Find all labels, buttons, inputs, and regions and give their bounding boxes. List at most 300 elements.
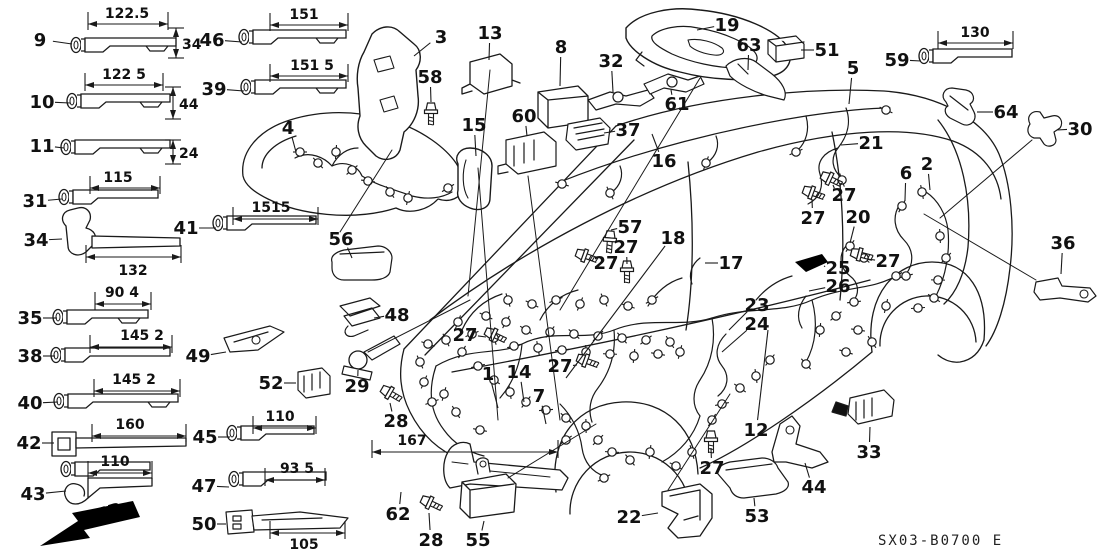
part-callout: [418, 513, 443, 551]
part-30-clip: [1028, 112, 1062, 146]
leader-line: [49, 239, 62, 240]
connector-icon: [440, 387, 448, 401]
part-callout: [452, 325, 486, 346]
part-label-29: 29: [344, 376, 370, 397]
part-29-arm: [364, 336, 400, 360]
dimension-value: 24: [179, 146, 199, 162]
part-callout: [921, 154, 934, 190]
part-callout: [884, 50, 921, 71]
dimension-value: 167: [397, 433, 427, 449]
part-label-34: 34: [23, 230, 49, 251]
part-callout: [977, 102, 1019, 123]
connector-icon: [313, 158, 323, 168]
leader-line: [55, 102, 70, 103]
connector-icon: [898, 200, 906, 212]
harness-stay-part: [59, 190, 158, 205]
harness-line: [612, 166, 622, 192]
part-callout: [173, 218, 216, 239]
part-label-56: 56: [328, 229, 354, 250]
part-label-27: 27: [452, 325, 478, 346]
part-label-50: 50: [191, 514, 217, 535]
part-label-38: 38: [17, 346, 43, 367]
dimension-value: 115: [103, 170, 133, 186]
leader-line: [400, 492, 401, 504]
connector-icon: [621, 302, 634, 310]
dimension-value: 151: [289, 7, 319, 23]
part-callout: [191, 476, 229, 497]
part-34-bar: [92, 236, 180, 248]
leader-line: [642, 513, 658, 516]
connector-icon: [880, 106, 893, 114]
bolt-27: [621, 261, 634, 283]
part-label-18: 18: [660, 228, 686, 249]
connector-icon: [708, 414, 716, 426]
part-callout: [191, 514, 226, 535]
part-callout: [598, 51, 623, 92]
connector-icon: [603, 350, 617, 358]
car-body-line: [686, 162, 692, 330]
leader-line: [754, 498, 755, 506]
leader-line: [809, 288, 825, 291]
part-52: [298, 368, 330, 398]
harness-line: [806, 300, 815, 362]
part-34-clip: [63, 208, 96, 255]
part-label-4: 4: [281, 118, 295, 139]
part-callout: [383, 403, 408, 432]
harness-line: [799, 296, 806, 328]
connector-icon: [539, 406, 553, 414]
part-callout: [533, 386, 546, 424]
part-label-13: 13: [477, 23, 503, 44]
leader-line: [53, 41, 72, 44]
connector-icon: [593, 435, 603, 445]
diagram-code: SX03-B0700 E: [878, 533, 1004, 549]
part-callout: [800, 199, 825, 229]
leader-line: [478, 336, 486, 337]
part-callout: [856, 427, 881, 463]
harness-stay-part: [53, 310, 148, 325]
leader-line: [217, 486, 229, 487]
part-label-42: 42: [16, 433, 42, 454]
connector-icon: [640, 336, 651, 344]
dimension: [938, 25, 1013, 49]
part-56-pad: [332, 246, 392, 280]
connector-icon: [801, 359, 810, 369]
part-label-32: 32: [598, 51, 624, 72]
part-callout: [547, 356, 577, 377]
connector-icon: [617, 333, 626, 344]
dimension-value: 145 2: [120, 328, 164, 344]
connector-icon: [882, 299, 890, 313]
part-label-20: 20: [845, 207, 871, 228]
part-callout: [845, 207, 870, 243]
leader-line: [526, 126, 527, 136]
leader-line: [928, 174, 930, 190]
harness-stay-part: [71, 38, 176, 53]
part-callout: [831, 185, 856, 206]
connector-icon: [790, 148, 803, 156]
part-label-63: 63: [736, 35, 762, 56]
leader-line: [1057, 129, 1067, 130]
dimension-value: 130: [960, 25, 990, 41]
part-label-61: 61: [664, 94, 690, 115]
part-callout: [555, 37, 568, 86]
part-callout: [414, 27, 447, 56]
part-15-grommet: [457, 148, 492, 210]
dimension: [270, 58, 348, 82]
car-body-line: [262, 136, 296, 168]
part-callout: [29, 136, 64, 157]
part-callout: [258, 373, 296, 394]
part-callout: [16, 433, 54, 454]
part-callout: [801, 40, 840, 61]
dimension-value: 110: [265, 409, 295, 425]
connector-icon: [928, 294, 940, 302]
dimension: [86, 245, 181, 279]
connector-icon: [847, 298, 861, 306]
dimension: [94, 372, 180, 397]
part-label-27: 27: [547, 356, 573, 377]
part-callout: [847, 58, 860, 104]
harness-stay-part: [213, 216, 316, 231]
part-60-connector: [498, 132, 556, 174]
part-label-35: 35: [17, 308, 43, 329]
part-callout: [722, 314, 770, 352]
part-label-28: 28: [383, 411, 409, 432]
connector-icon: [651, 350, 665, 358]
part-3-bracket: [357, 27, 420, 159]
part-label-49: 49: [185, 346, 211, 367]
connector-icon: [420, 376, 428, 389]
part-36-hole: [1080, 290, 1088, 298]
part-label-22: 22: [616, 507, 642, 528]
part-label-24: 24: [744, 314, 770, 335]
part-callout: [1050, 233, 1075, 274]
part-callout: [34, 30, 72, 51]
dimension-value: 93 5: [279, 461, 315, 477]
connector-icon: [839, 348, 852, 356]
part-callout: [611, 217, 643, 238]
part-label-28: 28: [418, 530, 444, 551]
dimension: [85, 67, 163, 91]
part-callout: [17, 346, 55, 367]
part-label-3: 3: [434, 27, 448, 48]
part-label-48: 48: [384, 305, 410, 326]
connector-icon: [386, 186, 394, 197]
part-callout: [705, 253, 744, 274]
connector-icon: [576, 298, 584, 311]
harness-stay-part: [67, 94, 170, 109]
part-callout: [417, 67, 442, 102]
harness-line: [694, 318, 714, 416]
part-label-5: 5: [846, 58, 860, 79]
connector-icon: [936, 229, 944, 243]
harness-line: [717, 334, 727, 396]
leader-line: [841, 144, 858, 145]
part-label-19: 19: [714, 15, 740, 36]
leader-line: [46, 491, 66, 493]
connector-icon: [931, 276, 945, 284]
part-callout: [192, 427, 230, 448]
part-callout: [22, 191, 62, 212]
leader-line: [43, 402, 58, 403]
part-48-clips: [340, 298, 380, 336]
part-label-7: 7: [532, 386, 546, 407]
part-label-6: 6: [899, 163, 913, 184]
part-callout: [17, 393, 58, 414]
dimension: [95, 285, 151, 310]
part-label-51: 51: [814, 40, 840, 61]
connector-icon: [851, 326, 865, 334]
part-label-59: 59: [884, 50, 910, 71]
part-callout: [511, 106, 536, 136]
connector-icon: [600, 294, 608, 307]
part-label-30: 30: [1067, 119, 1093, 140]
part-43-bar: [88, 478, 152, 498]
part-callout: [743, 330, 768, 441]
part-13: [462, 54, 520, 94]
connector-icon: [425, 398, 438, 406]
dimension: [165, 87, 199, 119]
harness-line: [798, 116, 808, 150]
part-callout: [465, 521, 490, 551]
part-callout: [801, 463, 826, 498]
part-callout: [590, 253, 619, 274]
connector-icon: [816, 323, 824, 337]
part-label-15: 15: [461, 115, 487, 136]
part-label-27: 27: [875, 251, 901, 272]
part-label-8: 8: [554, 37, 568, 58]
connector-icon: [830, 312, 841, 321]
part-44-hole: [786, 426, 794, 434]
leader-line: [905, 183, 906, 200]
part-label-1: 1: [481, 364, 495, 385]
part-label-27: 27: [593, 253, 619, 274]
harness-stay-part: [51, 348, 170, 363]
part-label-2: 2: [920, 154, 934, 175]
part-callout: [867, 251, 901, 272]
connector-icon: [606, 187, 614, 199]
part-label-27: 27: [831, 185, 857, 206]
leader-line: [292, 137, 296, 152]
part-label-23: 23: [744, 295, 770, 316]
leader-line: [429, 513, 430, 530]
part-64-clip: [943, 88, 975, 125]
part-label-27: 27: [800, 208, 826, 229]
part-33-boot: [832, 402, 848, 416]
part-label-44: 44: [801, 477, 827, 498]
dimension-value: 160: [115, 417, 145, 433]
connector-icon: [630, 349, 638, 363]
connector-icon: [598, 474, 610, 482]
connector-icon: [452, 406, 460, 418]
leader-line: [612, 71, 613, 92]
part-label-62: 62: [385, 504, 411, 525]
harness-stay-part: [54, 394, 178, 409]
part-label-27: 27: [613, 237, 639, 258]
connector-icon: [626, 455, 635, 466]
pointer-line: [340, 150, 392, 232]
part-label-10: 10: [29, 92, 55, 113]
connector-icon: [569, 329, 580, 338]
car-body-line: [555, 402, 698, 492]
part-49-clip: [252, 336, 260, 344]
part-29-band: [349, 351, 367, 369]
part-label-39: 39: [201, 79, 227, 100]
part-label-33: 33: [856, 442, 882, 463]
part-label-43: 43: [20, 484, 46, 505]
part-36-stay: [1034, 278, 1096, 302]
dimension-value: 105: [289, 537, 319, 553]
connector-icon: [473, 426, 487, 434]
part-label-25: 25: [825, 258, 851, 279]
fr-label: FR.: [90, 495, 133, 529]
part-55-box: [460, 474, 516, 518]
dimension-value: 122 5: [102, 67, 146, 83]
part-callout: [1057, 119, 1093, 140]
part-callout: [17, 308, 57, 329]
connector-icon: [534, 341, 542, 355]
part-label-45: 45: [192, 427, 218, 448]
bolt-28: [419, 493, 444, 514]
connector-icon: [868, 336, 876, 348]
car-body-line: [938, 340, 984, 362]
leader-line: [489, 43, 490, 60]
part-label-55: 55: [465, 530, 491, 551]
connector-icon: [458, 346, 466, 358]
harness-line: [540, 290, 578, 320]
part-label-16: 16: [651, 151, 677, 172]
part-42-clip: [52, 432, 76, 456]
part-label-47: 47: [191, 476, 217, 497]
part-callout: [23, 230, 62, 251]
part-callout: [29, 92, 70, 113]
part-33: [848, 390, 894, 424]
part-55-tab: [476, 458, 490, 474]
connector-icon: [347, 166, 358, 175]
front-direction-marker: [40, 495, 140, 546]
part-callout: [185, 346, 226, 367]
part-32-grommet: [613, 92, 623, 102]
connector-icon: [555, 346, 569, 354]
part-25-marker: [795, 254, 828, 272]
part-50-connector: [226, 510, 254, 534]
part-50-blade: [252, 512, 348, 530]
dimension-value: 132: [118, 263, 148, 279]
dimension-value: 151 5: [290, 58, 334, 74]
part-label-37: 37: [615, 120, 641, 141]
connector-icon: [504, 293, 512, 306]
connector-icon: [676, 345, 684, 359]
harness-stay-part: [241, 80, 346, 95]
dimension-value: 90 4: [104, 285, 140, 301]
part-label-11: 11: [29, 136, 55, 157]
part-label-21: 21: [858, 133, 884, 154]
part-callout: [282, 118, 296, 152]
part-43-hook: [65, 484, 88, 504]
dimension: [88, 6, 168, 30]
part-label-14: 14: [506, 362, 532, 383]
connector-icon: [766, 355, 775, 366]
leader-line: [492, 384, 498, 408]
connector-icon: [416, 356, 424, 369]
part-label-36: 36: [1050, 233, 1076, 254]
part-label-41: 41: [173, 218, 199, 239]
part-51: [768, 36, 804, 62]
part-callout: [201, 79, 244, 100]
part-callout: [385, 492, 410, 525]
leader-line: [910, 60, 921, 61]
part-label-26: 26: [825, 276, 851, 297]
harness-line: [833, 108, 848, 178]
part-label-64: 64: [993, 102, 1019, 123]
dimension-value: 110: [100, 454, 130, 470]
part-label-46: 46: [199, 30, 225, 51]
harness-stay-part: [61, 140, 170, 155]
dimension-value: 1515: [251, 200, 291, 216]
part-callout: [616, 507, 658, 528]
connector-icon: [526, 300, 539, 308]
bolt-28: [379, 383, 405, 405]
harness-stay-part: [919, 49, 1012, 64]
part-label-52: 52: [258, 373, 284, 394]
harness-line: [708, 136, 718, 162]
part-label-58: 58: [417, 67, 443, 88]
pointer-line: [924, 214, 1036, 280]
connector-icon: [502, 316, 510, 328]
dimension-value: 44: [179, 97, 199, 113]
part-label-27: 27: [699, 458, 725, 479]
part-label-53: 53: [744, 506, 770, 527]
dimension-value: 122.5: [104, 6, 150, 22]
dimension: [270, 7, 348, 31]
part-label-9: 9: [33, 30, 47, 51]
connector-icon: [918, 185, 926, 199]
connector-icon: [752, 369, 760, 383]
leader-line: [1061, 253, 1062, 274]
part-37: [566, 118, 610, 150]
connector-icon: [442, 184, 454, 192]
part-label-31: 31: [22, 191, 48, 212]
part-callout: [20, 484, 66, 505]
part-22: [662, 484, 712, 538]
part-61-grommet: [667, 77, 677, 87]
part-callout: [841, 133, 884, 154]
car-body-line: [452, 280, 870, 372]
part-label-40: 40: [17, 393, 43, 414]
part-label-60: 60: [511, 106, 537, 127]
connector-icon: [890, 272, 902, 280]
connector-icon: [666, 336, 674, 348]
part-callout: [664, 90, 689, 115]
car-body-line: [880, 296, 976, 346]
bolt-58: [425, 103, 438, 125]
pointer-line: [940, 140, 1032, 218]
connector-icon: [506, 385, 514, 399]
part-label-12: 12: [743, 420, 769, 441]
part-callout: [744, 498, 769, 527]
connector-icon: [582, 419, 590, 433]
connector-icon: [605, 448, 619, 456]
part-label-17: 17: [718, 253, 744, 274]
connector-icon: [520, 326, 532, 334]
connector-icon: [911, 304, 925, 312]
part-callout: [199, 30, 242, 51]
leader-line: [849, 78, 852, 104]
connector-icon: [941, 253, 951, 263]
dimension-value: 34: [182, 37, 202, 53]
part-callout: [651, 134, 676, 172]
